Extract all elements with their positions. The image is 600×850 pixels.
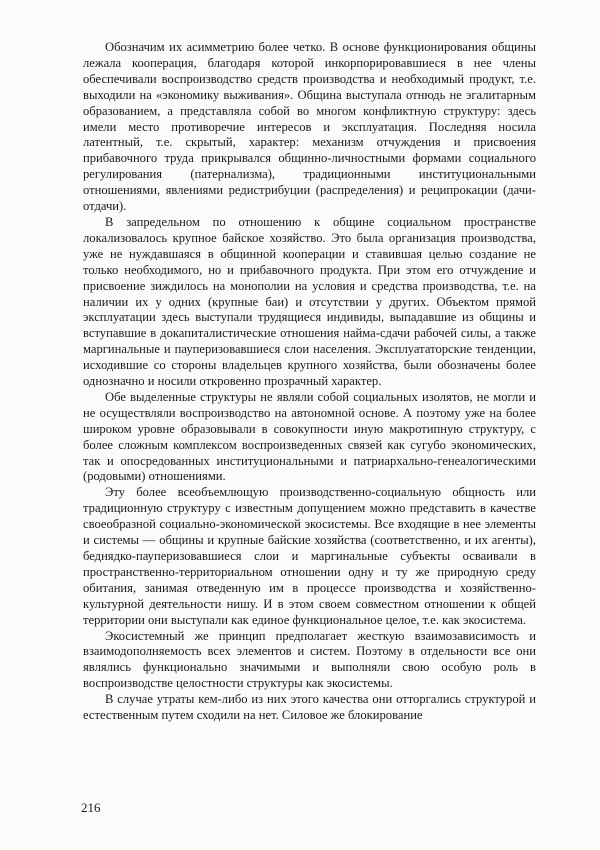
paragraph: Обозначим их асимметрию более четко. В основе функционирования общины лежала кооперация, благодаря которой инкорпорировавшиеся в нее члены обеспечивали воспроизводство средств производства и необходимый продукт, т.е. выходили на «экономику выживания». Община выступала отнюдь не эгалитарным образованием, а представляла собой во многом конфликтную структуру: здесь имели место противоречие интересов и эксплуатация. Последняя носила латентный, т.е. скрытый, характер: механизм отчуждения и присвоения прибавочного труда прикрывался общинно-личностными формами социального регулирования (патернализма), традиционными институциональными отношениями, явлениями редистрибуции (распределения) и реципрокации (дачи-отдачи).: [83, 40, 536, 214]
paragraph: Экосистемный же принцип предполагает жесткую взаимозависимость и взаимодополняемость всех элементов и систем. Поэтому в отдельности все они являлись функционально значимыми и выполняли свою особую роль в воспроизводстве целостности структуры как экосистемы.: [83, 628, 536, 691]
paragraph: В случае утраты кем-либо из них этого качества они отторгались структурой и естественным путем сходили на нет. Силовое же блокирование: [83, 692, 536, 723]
paragraph: Обе выделенные структуры не являли собой социальных изолятов, не могли и не осуществляли воспроизводство на автономной основе. А поэтому уже на более широком уровне образовывали в совокупности иную макротипную структуру, с более сложным комплексом воспроизведенных связей как сугубо экономических, так и опосредованных институциональными и патриархально-генеалогическими (родовыми) отношениями.: [83, 389, 536, 484]
paragraph: Эту более всеобъемлющую производственно-социальную общность или традиционную структуру с известным допущением можно представить в качестве своеобразной социально-экономической экосистемы. Все входящие в нее элементы и системы — общины и крупные байские хозяйства (соответственно, и их агенты), беднядко-пауперизовавшиеся слои и маргинальные субъекты осваивали в пространственно-территориальном отношении одну и ту же природную среду обитания, занимая отведенную им в процессе производства и хозяйственно-культурной деятельности нишу. И в этом своем совместном отношении к общей территории они выступали как единое функциональное целое, т.е. как экосистема.: [83, 485, 536, 627]
paragraph: В запредельном по отношению к общине социальном пространстве локализовалось крупное байское хозяйство. Это была организация производства, уже не нуждавшаяся в общинной кооперации и ставившая целью создание не только необходимого, но и прибавочного продукта. При этом его отчуждение и присвоение зиждилось на монополии на условия и средства производства, т.е. на наличии их у одних (крупные баи) и отсутствии у других. Объектом прямой эксплуатации здесь выступали трудящиеся индивиды, выпадавшие из общины и вступавшие в докапиталистические отношения найма-сдачи рабочей силы, а также маргинальные и пауперизовавшиеся слои населения. Эксплуататорские тенденции, исходившие со стороны владельцев крупного хозяйства, были обозначены более однозначно и носили откровенно прозрачный характер.: [83, 214, 536, 389]
page-number: 216: [81, 800, 101, 815]
body-text: [83, 40, 536, 724]
